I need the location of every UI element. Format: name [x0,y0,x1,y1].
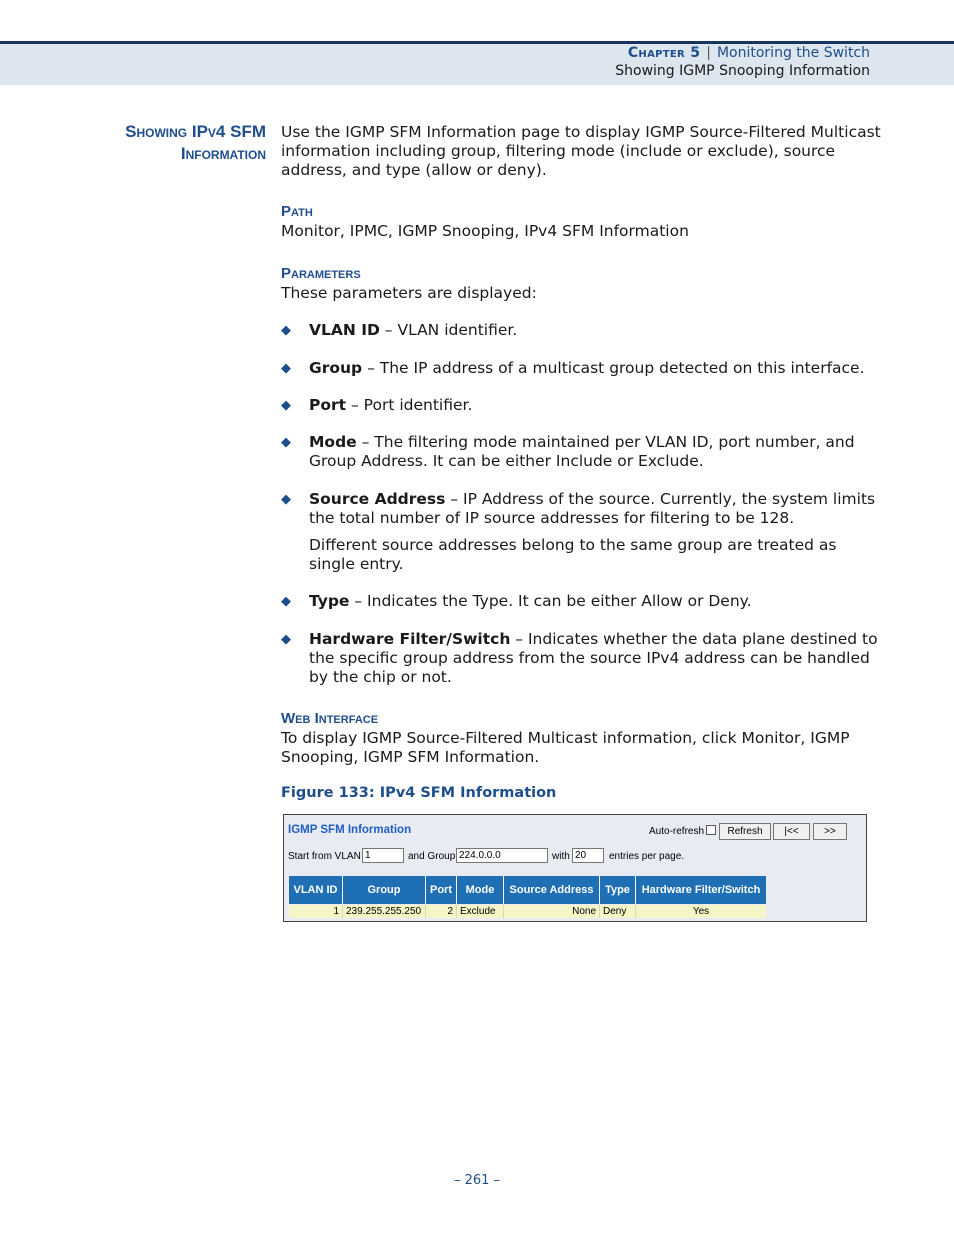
param-desc: – The IP address of a multicast group detected on this interface. [362,359,865,377]
bullet-diamond-icon: ◆ [281,632,291,647]
bullet-diamond-icon: ◆ [281,323,291,338]
col-vlan-id: VLAN ID [289,876,343,904]
param-term: Source Address [309,490,446,508]
cell-vlan-id: 1 [289,905,343,918]
path-text: Monitor, IPMC, IGMP Snooping, IPv4 SFM Information [281,222,689,240]
intro-paragraph: Use the IGMP SFM Information page to display IGMP Source-Filtered Multicast information including group, filtering mode (include or exclude), source address, and type (allow or deny). [281,123,881,179]
section-title [125,121,266,165]
cell-group: 239.255.255.250 [343,905,426,918]
refresh-button[interactable]: Refresh [719,823,771,840]
section-title-line2: Information [180,144,266,163]
chapter-title: Monitoring the Switch [716,45,870,61]
auto-refresh-label: Auto-refresh [649,826,705,837]
web-interface-text: To display IGMP Source-Filtered Multicast information, click Monitor, IGMP Snooping, IGMP SFM Information. [281,729,850,766]
web-interface-heading: Web Interface [281,710,379,727]
bullet-diamond-icon: ◆ [281,398,291,413]
figure-caption: Figure 133: IPv4 SFM Information [281,785,557,801]
parameters-intro: These parameters are displayed: [281,284,537,302]
param-term: Mode [309,433,357,451]
param-desc: – VLAN identifier. [379,321,518,339]
param-term: VLAN ID [309,321,380,339]
param-term: Group [309,359,363,377]
entries-per-page-label: entries per page. [609,851,685,862]
col-port: Port [426,876,457,904]
bullet-diamond-icon: ◆ [281,594,291,609]
cell-port: 2 [426,905,457,918]
param-term: Type [309,592,350,610]
running-header-chapter [628,45,870,61]
param-term: Hardware Filter/Switch [309,630,511,648]
page-number: – 261 – [453,1173,501,1188]
chapter-label: Chapter 5 [627,45,701,61]
col-group: Group [343,876,426,904]
and-group-label: and Group [408,851,456,862]
cell-hardware-filter: Yes [636,905,766,918]
running-header-section: Showing IGMP Snooping Information [615,63,870,79]
start-from-vlan-label: Start from VLAN [288,851,361,862]
with-label: with [552,851,570,862]
entries-input[interactable]: 20 [572,848,604,863]
cell-source-address: None [504,905,600,918]
section-title-line1: Showing IPv4 SFM [125,122,266,141]
col-mode: Mode [457,876,504,904]
bullet-diamond-icon: ◆ [281,435,291,450]
param-desc: – Port identifier. [346,396,473,414]
col-source-address: Source Address [504,876,600,904]
path-heading: Path [281,203,313,220]
col-type: Type [600,876,636,904]
first-page-button[interactable]: |<< [773,823,810,840]
header-separator: | [706,45,711,61]
param-desc: – Indicates whether the data plane destined to the specific group address from the source IPv4 address can be handled by the chip or not. [309,630,878,686]
col-hardware-filter: Hardware Filter/Switch [636,876,766,904]
figure-screenshot [283,814,867,922]
bullet-diamond-icon: ◆ [281,492,291,507]
figure-panel-title: IGMP SFM Information [288,824,412,836]
next-page-button[interactable]: >> [813,823,847,840]
param-term: Port [309,396,347,414]
auto-refresh-checkbox[interactable] [706,825,716,835]
param-desc: – Indicates the Type. It can be either Allow or Deny. [349,592,752,610]
source-note-text: Different source addresses belong to the same group are treated as single entry. [309,536,837,573]
parameters-heading: Parameters [281,265,361,282]
cell-mode: Exclude [457,905,504,918]
param-desc: – The filtering mode maintained per VLAN ID, port number, and Group Address. It can be either Include or Exclude. [309,433,855,470]
vlan-input[interactable]: 1 [362,848,404,863]
cell-type: Deny [600,905,636,918]
group-input[interactable]: 224.0.0.0 [456,848,548,863]
bullet-diamond-icon: ◆ [281,361,291,376]
param-desc: – IP Address of the source. Currently, the system limits the total number of IP source addresses for filtering to be 128. [309,490,876,527]
